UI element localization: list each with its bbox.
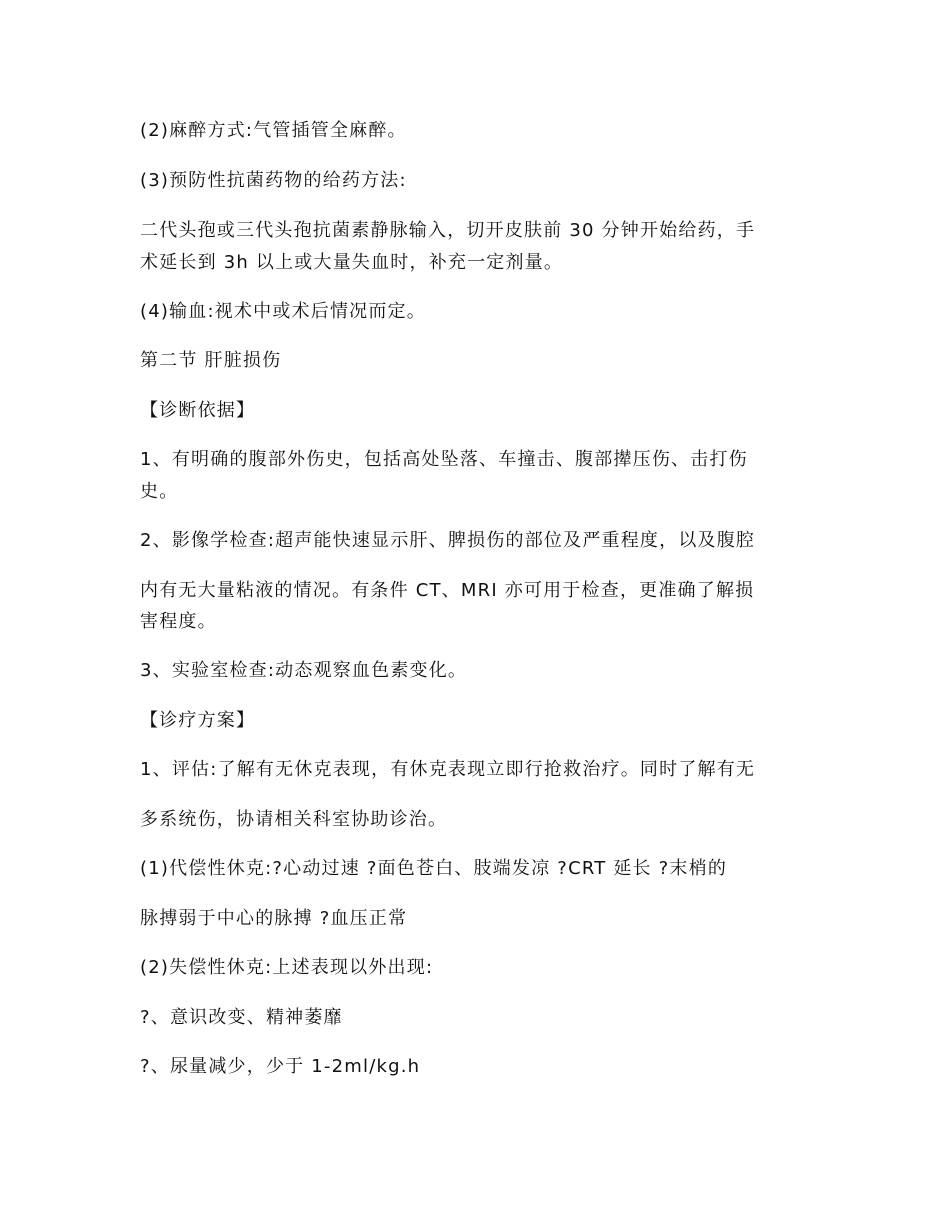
section-heading: 第二节 肝脏损伤 — [140, 350, 282, 371]
text-line: 1、有明确的腹部外伤史，包括高处坠落、车撞击、腹部撵压伤、击打伤 — [140, 449, 748, 470]
text-line: 术延长到 3h 以上或大量失血时，补充一定剂量。 — [140, 252, 564, 273]
text-line: 害程度。 — [140, 611, 217, 632]
text-line: 多系统伤，协请相关科室协助诊治。 — [140, 809, 448, 830]
text-line: 二代头孢或三代头孢抗菌素静脉输入，切开皮肤前 30 分钟开始给药，手 — [140, 220, 756, 241]
text-line: 3、实验室检查:动态观察血色素变化。 — [140, 660, 468, 681]
text-line: ?、意识改变、精神萎靡 — [140, 1007, 343, 1028]
text-line: (4)输血:视术中或术后情况而定。 — [140, 301, 426, 322]
text-line: 内有无大量粘液的情况。有条件 CT、MRI 亦可用于检查，更准确了解损 — [140, 580, 755, 601]
text-line: (1)代偿性休克:?心动过速 ?面色苍白、肢端发凉 ?CRT 延长 ?末梢的 — [140, 858, 728, 879]
text-line: 史。 — [140, 481, 179, 502]
text-line: 2、影像学检查:超声能快速显示肝、脾损伤的部位及严重程度，以及腹腔 — [140, 530, 756, 551]
text-line: 1、评估:了解有无休克表现，有休克表现立即行抢救治疗。同时了解有无 — [140, 759, 756, 780]
text-line: (3)预防性抗菌药物的给药方法: — [140, 170, 407, 191]
subsection-heading: 【诊疗方案】 — [140, 710, 256, 731]
text-line: 脉搏弱于中心的脉搏 ?血压正常 — [140, 908, 408, 929]
subsection-heading: 【诊断依据】 — [140, 400, 256, 421]
text-line: (2)麻醉方式:气管插管全麻醉。 — [140, 120, 407, 141]
text-line: (2)失偿性休克:上述表现以外出现: — [140, 957, 434, 978]
text-line: ?、尿量减少，少于 1-2ml/kg.h — [140, 1056, 421, 1077]
